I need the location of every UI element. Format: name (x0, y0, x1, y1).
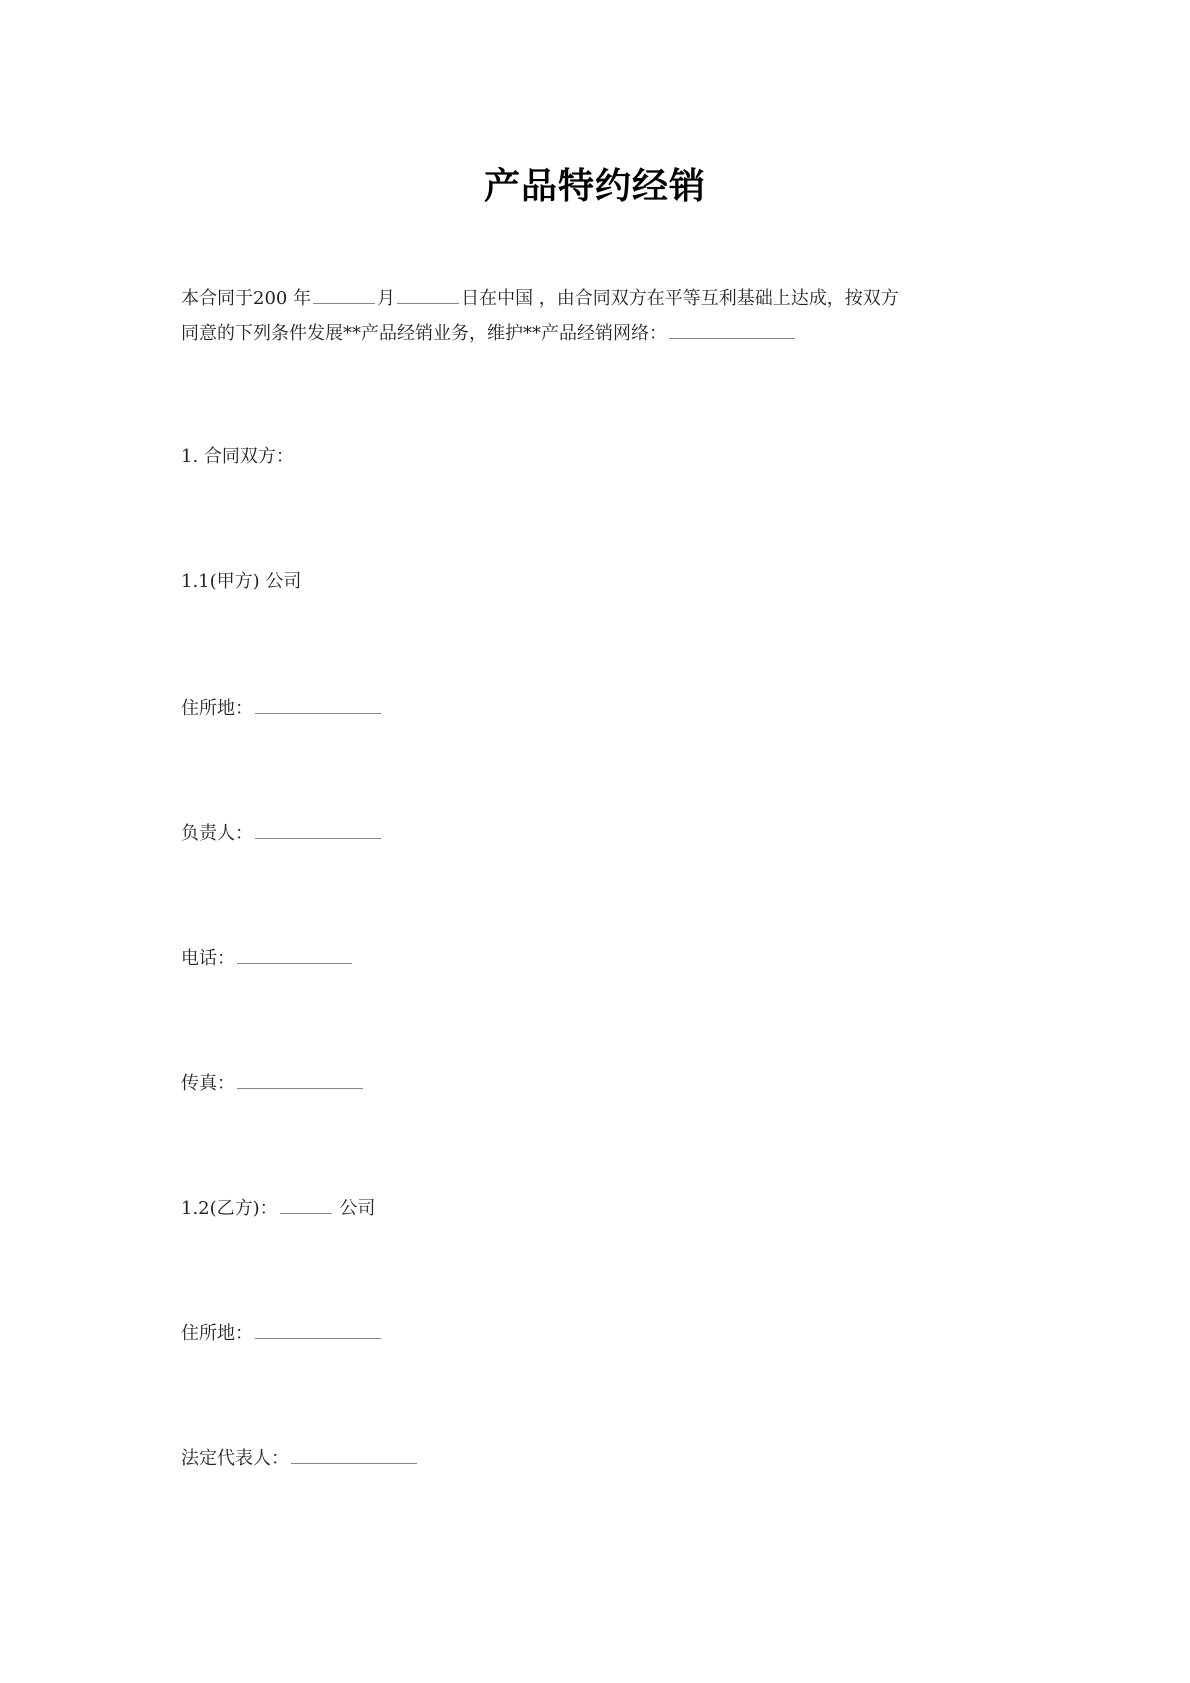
fax-blank[interactable] (237, 1070, 363, 1089)
address-label: 住所地： (181, 698, 253, 719)
address-blank[interactable] (255, 1320, 381, 1339)
person-label: 负责人： (181, 823, 253, 844)
party-b-name-blank[interactable] (280, 1195, 332, 1214)
party-b-heading (181, 1195, 375, 1222)
intro-text: 本合同于200 年 (181, 288, 312, 309)
day-blank[interactable] (397, 285, 459, 304)
intro-text: 同意的下列条件发展**产品经销业务，维护**产品经销网络： (181, 323, 667, 344)
intro-line-2 (181, 320, 797, 347)
legal-rep-blank[interactable] (291, 1445, 417, 1464)
document-title: 产品特约经销 (483, 166, 706, 207)
party-b-address (181, 1320, 383, 1347)
phone-label: 电话： (181, 948, 235, 969)
party-b-legal-rep (181, 1445, 419, 1472)
network-blank[interactable] (669, 320, 795, 339)
address-blank[interactable] (255, 695, 381, 714)
company-label: 公司 (339, 1198, 376, 1219)
party-a-heading: 1.1(甲方) 公司 (181, 571, 302, 592)
legal-rep-label: 法定代表人： (181, 1448, 289, 1469)
party-a-fax (181, 1070, 365, 1097)
intro-text: 日在中国 ，由合同双方在平等互利基础上达成，按双方 (461, 288, 899, 309)
address-label: 住所地： (181, 1323, 253, 1344)
phone-blank[interactable] (237, 945, 352, 964)
fax-label: 传真： (181, 1073, 235, 1094)
party-b-label: 1.2(乙方)： (181, 1198, 278, 1219)
party-a-address (181, 695, 383, 722)
month-blank[interactable] (313, 285, 375, 304)
person-blank[interactable] (255, 820, 381, 839)
intro-text: 月 (377, 288, 396, 309)
section-1-heading: 1. 合同双方： (181, 446, 294, 467)
party-a-phone (181, 945, 354, 972)
party-a-person (181, 820, 383, 847)
intro-line-1 (181, 285, 899, 312)
